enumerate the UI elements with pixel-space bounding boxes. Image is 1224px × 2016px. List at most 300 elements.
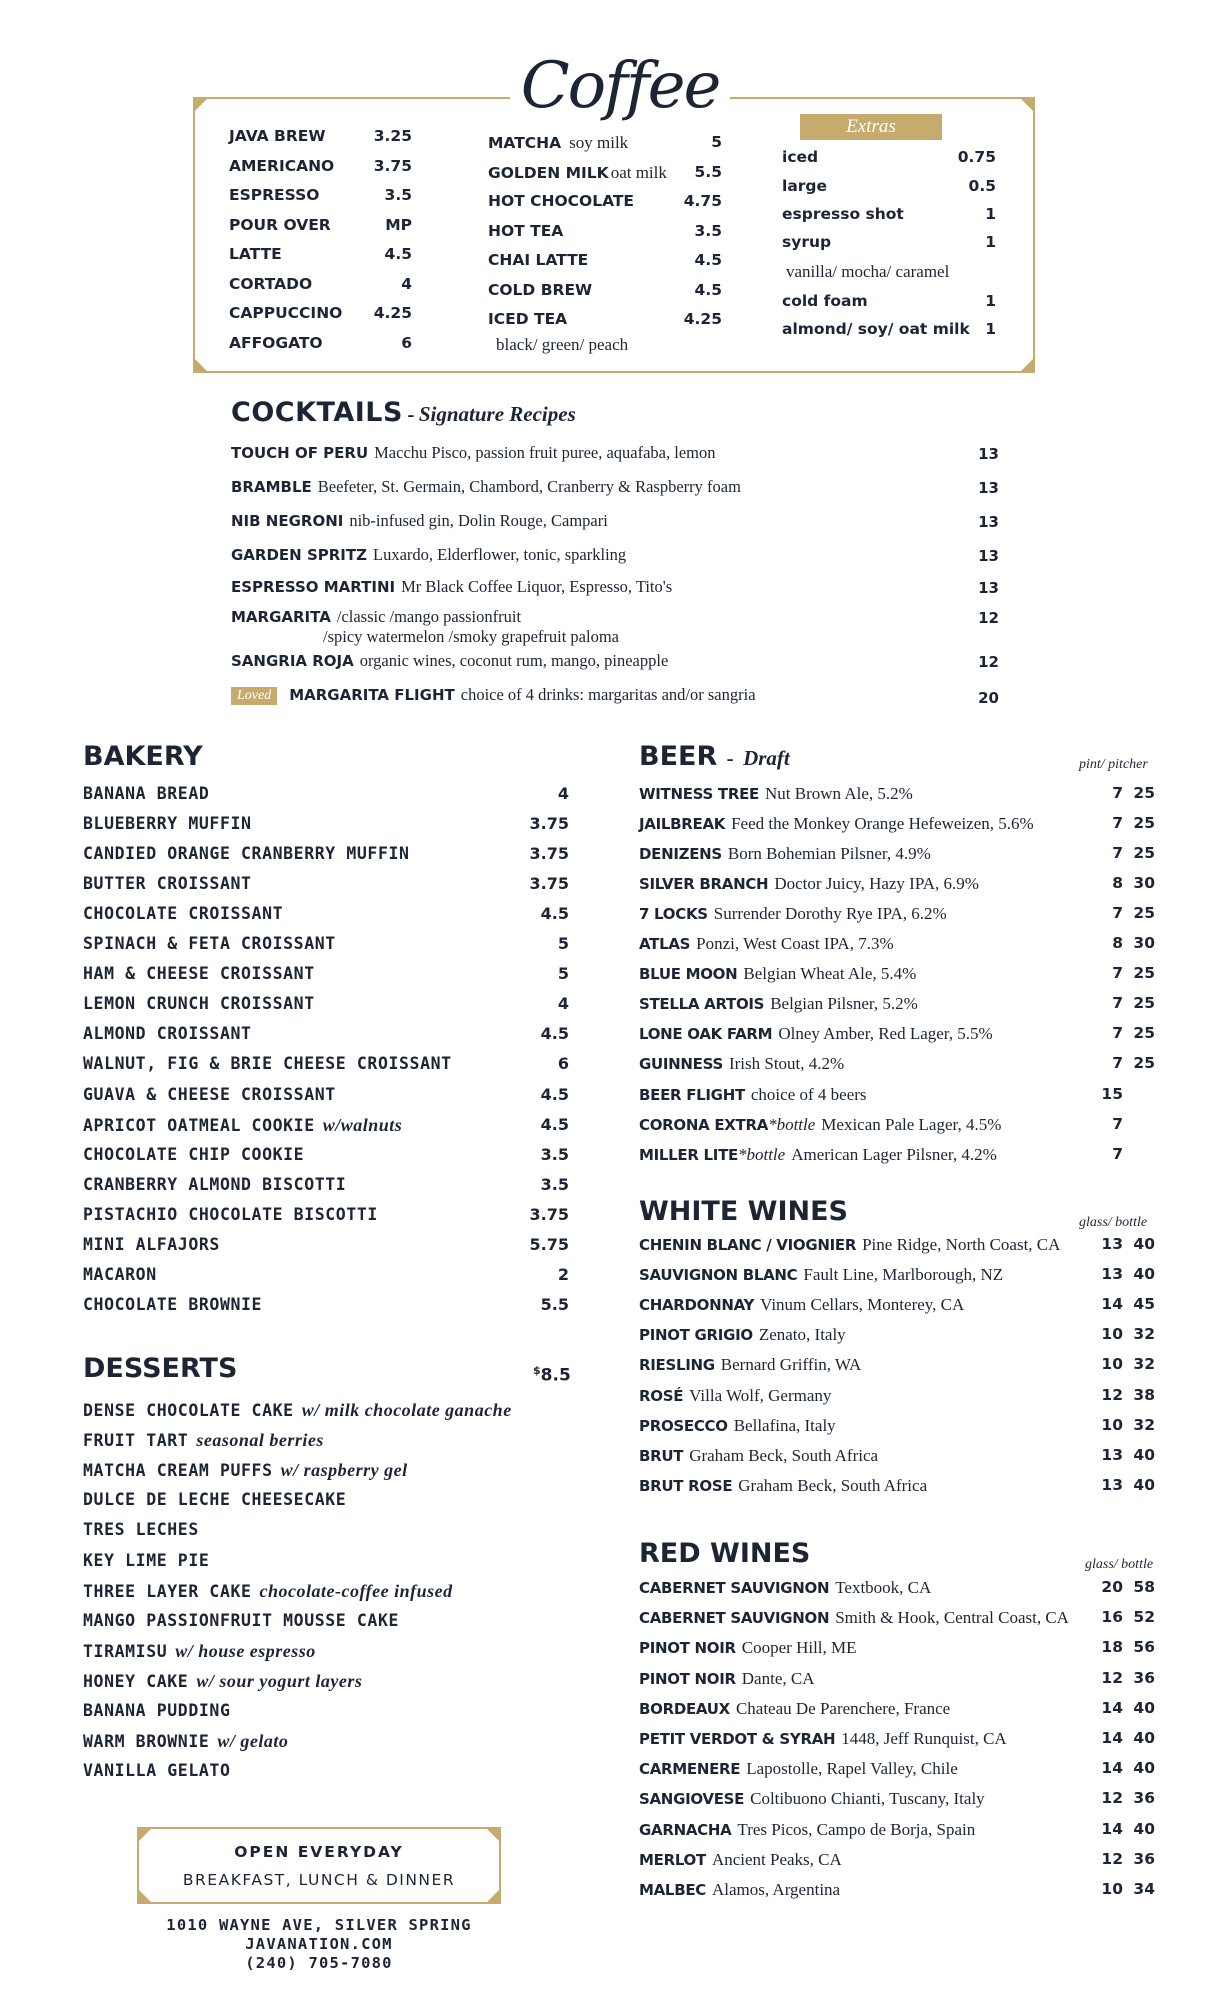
beer-item-description: Nut Brown Ale, 5.2% xyxy=(765,784,913,803)
corner-ornament xyxy=(137,1888,153,1904)
loved-badge: Loved xyxy=(231,687,277,705)
bakery-price: 6 xyxy=(557,1054,569,1074)
dessert-name: MANGO PASSIONFRUIT MOUSSE CAKE xyxy=(83,1610,400,1630)
dessert-note: w/ gelato xyxy=(217,1731,289,1752)
beer-item-name: SILVER BRANCH xyxy=(639,875,769,894)
cocktail-description-line2: /spicy watermelon /smoky grapefruit paloma xyxy=(323,627,620,646)
coffee-item xyxy=(229,157,412,181)
beer-item xyxy=(639,994,1155,1020)
beer-item-price-small: 8 xyxy=(1112,934,1123,953)
cocktail-item xyxy=(231,477,999,503)
bakery-price: 4 xyxy=(557,994,569,1014)
dessert-item xyxy=(83,1490,569,1516)
red-wine-item-description: Smith & Hook, Central Coast, CA xyxy=(835,1608,1069,1628)
bakery-name: CHOCOLATE BROWNIE xyxy=(83,1294,263,1314)
white-wine-item-name: SAUVIGNON BLANC xyxy=(639,1266,798,1285)
white-wine-item-name: ROSÉ xyxy=(639,1386,684,1405)
beer-item-name: GUINNESS xyxy=(639,1055,723,1074)
red-wine-item-price-large: 34 xyxy=(1133,1880,1155,1898)
red-wine-item-description: Cooper Hill, ME xyxy=(741,1638,857,1658)
dessert-name: FRUIT TART xyxy=(83,1431,189,1451)
beer-item-price-large: 25 xyxy=(1133,994,1155,1013)
corner-ornament xyxy=(1019,357,1035,373)
dessert-item xyxy=(83,1581,569,1607)
red-wine-item-price-small: 18 xyxy=(1101,1638,1123,1657)
beer-item xyxy=(639,844,1155,870)
beer-subtitle: Draft xyxy=(743,746,790,770)
beer-item xyxy=(639,874,1155,900)
extra-name: espresso shot xyxy=(782,205,904,223)
beer-item-description: Irish Stout, 4.2% xyxy=(728,1054,845,1074)
cocktail-name: BRAMBLE xyxy=(231,478,312,496)
red-wine-item-price-small: 10 xyxy=(1101,1880,1123,1898)
bakery-name: LEMON CRUNCH CROISSANT xyxy=(83,994,315,1014)
white-wine-item-price-large: 45 xyxy=(1133,1295,1155,1314)
white-wine-item-name: PINOT GRIGIO xyxy=(639,1326,753,1345)
cocktail-price: 12 xyxy=(978,609,999,627)
bakery-name: BANANA BREAD xyxy=(83,784,210,803)
bakery-price: 5 xyxy=(557,964,569,984)
bakery-name: ALMOND CROISSANT xyxy=(83,1024,252,1044)
item-price: 5 xyxy=(711,133,722,151)
white-wine-item-description: Vinum Cellars, Monterey, CA xyxy=(760,1295,965,1315)
corner-ornament xyxy=(193,357,209,373)
syrup-options: vanilla/ mocha/ caramel xyxy=(786,262,950,281)
beer-item-name: CORONA EXTRA xyxy=(639,1115,769,1134)
item-price: MP xyxy=(385,215,412,234)
bakery-item xyxy=(83,1024,569,1050)
bakery-price: 5 xyxy=(557,934,569,954)
dessert-note: chocolate-coffee infused xyxy=(259,1580,453,1601)
white-wine-item xyxy=(639,1295,1155,1321)
website-link[interactable]: JAVANATION.COM xyxy=(245,1935,393,1953)
item-price: 5.5 xyxy=(694,162,722,181)
red-wine-item-price-large: 40 xyxy=(1133,1819,1155,1838)
extra-item xyxy=(782,233,996,257)
extra-price: 1 xyxy=(985,292,996,310)
beer-item-package: *bottle xyxy=(737,1144,786,1164)
item-name: CHAI LATTE xyxy=(488,251,589,269)
cocktail-item xyxy=(231,443,999,469)
white-wine-item-description: Bernard Griffin, WA xyxy=(720,1355,862,1375)
red-wine-item-description: 1448, Jeff Runquist, CA xyxy=(841,1729,1007,1748)
beer-item-name: MILLER LITE xyxy=(639,1145,738,1164)
white-wine-item-description: Graham Beck, South Africa xyxy=(689,1445,879,1465)
beer-item xyxy=(639,1054,1155,1080)
red-wine-item-price-small: 12 xyxy=(1101,1668,1123,1687)
cocktail-price: 13 xyxy=(978,445,999,463)
coffee-item xyxy=(488,281,722,305)
bakery-price: 4.5 xyxy=(540,904,569,924)
corner-ornament xyxy=(137,1827,153,1843)
cocktail-price: 12 xyxy=(978,653,999,671)
red-wine-item-price-large: 58 xyxy=(1133,1578,1155,1596)
meals-text: BREAKFAST, LUNCH & DINNER xyxy=(182,1871,456,1889)
red-wine-item xyxy=(639,1880,1155,1906)
white-wine-item xyxy=(639,1265,1155,1291)
price-symbol: $ xyxy=(533,1364,541,1377)
cocktail-item xyxy=(231,685,999,711)
red-wine-item-price-large: 40 xyxy=(1133,1759,1155,1778)
red-wine-item-price-large: 56 xyxy=(1133,1638,1155,1657)
bakery-item xyxy=(83,934,569,960)
red-wine-item-name: GARNACHA xyxy=(639,1820,732,1839)
bakery-item xyxy=(83,994,569,1020)
dessert-name: THREE LAYER CAKE xyxy=(83,1581,252,1601)
white-wine-item xyxy=(639,1235,1155,1261)
white-wine-item-name: BRUT ROSE xyxy=(639,1476,733,1495)
dessert-name: BANANA PUDDING xyxy=(83,1701,231,1720)
white-wine-item xyxy=(639,1415,1155,1442)
corner-ornament xyxy=(485,1827,501,1843)
red-wine-item-name: CARMENERE xyxy=(639,1760,741,1779)
white-wine-item-name: PROSECCO xyxy=(639,1416,728,1435)
beer-item-price-large: 25 xyxy=(1133,844,1155,863)
bakery-name: PISTACHIO CHOCOLATE BISCOTTI xyxy=(83,1204,378,1224)
beer-item xyxy=(639,1145,1148,1171)
corner-ornament xyxy=(1019,97,1035,113)
dessert-item xyxy=(83,1731,569,1757)
dessert-item xyxy=(83,1551,569,1577)
bakery-price: 4.5 xyxy=(540,1084,569,1104)
coffee-item xyxy=(229,127,412,151)
bakery-item xyxy=(83,784,569,810)
beer-item-price-small: 7 xyxy=(1112,964,1123,983)
beer-item-description: Belgian Wheat Ale, 5.4% xyxy=(743,964,917,984)
cocktail-description: Macchu Pisco, passion fruit puree, aquafaba, lemon xyxy=(374,443,716,462)
beer-item-description: choice of 4 beers xyxy=(750,1084,867,1104)
white-wine-item-price-large: 40 xyxy=(1133,1445,1155,1464)
cocktail-name: GARDEN SPRITZ xyxy=(231,546,367,564)
beer-item-name: ATLAS xyxy=(639,935,691,954)
dessert-item xyxy=(83,1641,569,1667)
dessert-name: KEY LIME PIE xyxy=(83,1550,210,1570)
red-wine-item xyxy=(639,1759,1155,1785)
cocktail-description: /classic /mango passionfruit xyxy=(336,607,522,626)
bakery-price: 3.5 xyxy=(540,1174,569,1194)
beer-item-price-large: 25 xyxy=(1133,964,1155,983)
corner-ornament xyxy=(193,97,209,113)
dessert-item xyxy=(83,1400,569,1426)
red-wine-item-price-large: 40 xyxy=(1133,1698,1155,1717)
cocktail-name: ESPRESSO MARTINI xyxy=(231,578,396,596)
bakery-name: CHOCOLATE CHIP COOKIE xyxy=(83,1144,305,1164)
beer-title: BEER xyxy=(639,741,718,772)
bakery-item xyxy=(83,1205,569,1231)
item-name: LATTE xyxy=(229,245,282,263)
beer-item-price-small: 7 xyxy=(1112,904,1123,923)
beer-item-description: Feed the Monkey Orange Hefeweizen, 5.6% xyxy=(731,814,1034,834)
item-price: 6 xyxy=(401,333,412,352)
red-wine-item-name: MERLOT xyxy=(639,1850,706,1869)
beer-item-description: Mexican Pale Lager, 4.5% xyxy=(821,1114,1002,1134)
dessert-name: VANILLA GELATO xyxy=(83,1761,231,1781)
bakery-item xyxy=(83,1235,569,1261)
beer-item-price-small: 7 xyxy=(1112,844,1123,863)
extra-item xyxy=(782,292,996,316)
beer-item-price-small: 7 xyxy=(1112,994,1123,1013)
bakery-name: MINI ALFAJORS xyxy=(83,1234,220,1254)
address-text: 1010 WAYNE AVE, SILVER SPRING xyxy=(166,1916,472,1934)
beer-item xyxy=(639,1024,1155,1050)
beer-item-price-small: 15 xyxy=(1101,1084,1123,1103)
red-wine-item-price-small: 14 xyxy=(1101,1698,1123,1717)
corner-ornament xyxy=(485,1888,501,1904)
white-wine-item-price-large: 38 xyxy=(1133,1385,1155,1404)
bakery-title: BAKERY xyxy=(83,741,203,772)
bakery-price: 3.75 xyxy=(529,874,569,894)
coffee-item xyxy=(229,245,412,269)
item-name: HOT TEA xyxy=(488,221,564,240)
beer-item-description: American Lager Pilsner, 4.2% xyxy=(791,1144,997,1164)
beer-item-price-small: 7 xyxy=(1112,1144,1123,1163)
bakery-item xyxy=(83,1054,569,1080)
red-wine-item-price-small: 14 xyxy=(1101,1729,1123,1747)
item-name: GOLDEN MILK xyxy=(488,163,609,182)
bakery-note: w/walnuts xyxy=(322,1114,403,1135)
item-name: MATCHA xyxy=(488,134,562,152)
red-wine-item-name: CABERNET SAUVIGNON xyxy=(639,1579,830,1597)
bakery-name: CANDIED ORANGE CRANBERRY MUFFIN xyxy=(83,844,410,864)
white-wine-item-price-large: 32 xyxy=(1133,1355,1155,1374)
red-wine-item-description: Textbook, CA xyxy=(835,1578,932,1597)
cocktail-name: NIB NEGRONI xyxy=(231,512,344,530)
item-price: 3.5 xyxy=(384,186,412,204)
white-wine-item xyxy=(639,1385,1155,1412)
beer-item-price-small: 7 xyxy=(1112,1024,1123,1043)
extra-price: 0.75 xyxy=(957,148,996,166)
dessert-name: MATCHA CREAM PUFFS xyxy=(83,1461,273,1481)
dessert-note: seasonal berries xyxy=(196,1430,324,1451)
dessert-item xyxy=(83,1430,569,1456)
hours-box xyxy=(137,1827,501,1904)
cocktail-price: 20 xyxy=(978,689,999,707)
white-wine-item-description: Pine Ridge, North Coast, CA xyxy=(862,1235,1061,1254)
beer-item-name: DENIZENS xyxy=(639,845,722,864)
cocktail-item xyxy=(231,651,999,677)
white-wine-item-price-small: 13 xyxy=(1101,1475,1123,1494)
bakery-price: 4 xyxy=(557,784,569,803)
extra-name: iced xyxy=(782,148,819,166)
dessert-note: w/ sour yogurt layers xyxy=(196,1670,363,1691)
dessert-name: DULCE DE LECHE CHEESECAKE xyxy=(83,1490,347,1510)
coffee-title: Coffee xyxy=(520,49,720,123)
cocktail-item xyxy=(231,545,999,571)
beer-item-price-small: 7 xyxy=(1112,784,1123,802)
white-wine-item-price-small: 10 xyxy=(1101,1355,1123,1374)
red-wine-item-price-large: 40 xyxy=(1133,1729,1155,1747)
dessert-note: w/ house espresso xyxy=(175,1640,316,1661)
extra-item xyxy=(782,205,996,229)
white-wine-item-price-small: 10 xyxy=(1101,1415,1123,1434)
white-wine-item-name: CHARDONNAY xyxy=(639,1296,755,1315)
beer-item-name: STELLA ARTOIS xyxy=(639,995,765,1014)
bakery-name: SPINACH & FETA CROISSANT xyxy=(83,934,336,954)
red-wine-item xyxy=(639,1608,1155,1634)
coffee-item xyxy=(488,310,722,334)
bakery-item xyxy=(83,814,569,840)
red-wine-item-description: Tres Picos, Campo de Borja, Spain xyxy=(737,1819,976,1839)
bakery-price: 3.75 xyxy=(529,844,569,864)
beer-item-price-large: 25 xyxy=(1133,784,1155,802)
white-wine-item-price-large: 40 xyxy=(1133,1265,1155,1284)
white-wine-item-price-small: 10 xyxy=(1101,1325,1123,1344)
coffee-item xyxy=(488,192,722,216)
red-wine-item-description: Ancient Peaks, CA xyxy=(711,1849,842,1869)
red-wine-item-name: CABERNET SAUVIGNON xyxy=(639,1609,830,1628)
red-wines-title: RED WINES xyxy=(639,1538,811,1569)
coffee-item xyxy=(229,275,412,299)
white-wine-item-name: RIESLING xyxy=(639,1356,715,1375)
coffee-item xyxy=(229,186,412,210)
red-wine-item-description: Alamos, Argentina xyxy=(711,1880,841,1899)
bakery-item xyxy=(83,1265,569,1291)
coffee-item xyxy=(229,304,412,328)
bakery-price: 5.5 xyxy=(540,1294,569,1314)
white-wines-units: glass/ bottle xyxy=(1079,1215,1148,1230)
item-name: CORTADO xyxy=(229,274,313,293)
beer-item xyxy=(639,934,1155,960)
bakery-item xyxy=(83,1295,569,1321)
cocktail-item xyxy=(231,577,999,603)
dessert-item xyxy=(83,1611,569,1637)
red-wine-item-description: Coltibuono Chianti, Tuscany, Italy xyxy=(750,1789,985,1809)
coffee-title-wrap xyxy=(510,44,730,128)
red-wine-item-price-small: 12 xyxy=(1101,1849,1123,1868)
cocktail-description: organic wines, coconut rum, mango, pineapple xyxy=(359,651,669,670)
red-wines-units: glass/ bottle xyxy=(1085,1557,1154,1572)
cocktail-price: 13 xyxy=(978,579,999,597)
bakery-item xyxy=(83,844,569,870)
white-wine-item-price-large: 32 xyxy=(1133,1415,1155,1434)
white-wine-item xyxy=(639,1325,1155,1351)
red-wine-item-price-small: 16 xyxy=(1101,1608,1123,1627)
red-wine-item xyxy=(639,1819,1155,1846)
beer-item xyxy=(639,1115,1148,1141)
extra-price: 0.5 xyxy=(968,177,996,195)
item-name: JAVA BREW xyxy=(229,127,326,145)
white-wine-item-name: CHENIN BLANC / VIOGNIER xyxy=(639,1236,857,1254)
bakery-price: 3.75 xyxy=(529,1204,569,1224)
cocktails-title: COCKTAILS xyxy=(231,397,403,428)
item-name: POUR OVER xyxy=(229,215,331,234)
bakery-name: APRICOT OATMEAL COOKIE xyxy=(83,1115,315,1135)
red-wine-item-price-small: 14 xyxy=(1101,1819,1123,1838)
extras-badge: Extras xyxy=(800,114,942,140)
extra-name: syrup xyxy=(782,233,832,251)
red-wine-item xyxy=(639,1789,1155,1815)
item-name: AFFOGATO xyxy=(229,333,323,352)
bakery-item xyxy=(83,1145,569,1171)
coffee-item xyxy=(488,163,722,187)
dessert-item xyxy=(83,1520,569,1546)
red-wine-item-price-large: 36 xyxy=(1133,1849,1155,1868)
item-price: 4.25 xyxy=(683,310,722,328)
beer-item-description: Belgian Pilsner, 5.2% xyxy=(770,994,918,1014)
beer-item-description: Surrender Dorothy Rye IPA, 6.2% xyxy=(713,904,947,924)
bakery-price: 3.5 xyxy=(540,1144,569,1164)
white-wine-item-description: Bellafina, Italy xyxy=(733,1415,836,1435)
white-wine-item-price-small: 13 xyxy=(1101,1265,1123,1284)
cocktail-name: SANGRIA ROJA xyxy=(231,652,354,670)
red-wine-item-price-large: 52 xyxy=(1133,1608,1155,1627)
beer-item xyxy=(639,784,1155,810)
dessert-name: TRES LECHES xyxy=(83,1520,199,1540)
white-wine-item xyxy=(639,1475,1155,1502)
item-description: soy milk xyxy=(569,133,629,152)
beer-item-price-large: 30 xyxy=(1133,934,1155,953)
dessert-item xyxy=(83,1460,569,1486)
cocktail-price: 13 xyxy=(978,547,999,565)
cocktail-name: TOUCH OF PERU xyxy=(231,444,369,462)
extra-name: large xyxy=(782,177,828,195)
white-wines-title: WHITE WINES xyxy=(639,1196,848,1227)
beer-item-price-large: 25 xyxy=(1133,1054,1155,1073)
item-price: 3.5 xyxy=(694,221,722,240)
white-wine-item-price-small: 13 xyxy=(1101,1445,1123,1464)
item-name: COLD BREW xyxy=(488,280,593,299)
bakery-item xyxy=(83,904,569,930)
beer-item xyxy=(639,814,1155,840)
dessert-note: w/ milk chocolate ganache xyxy=(301,1400,512,1420)
beer-item-description: Doctor Juicy, Hazy IPA, 6.9% xyxy=(774,874,979,894)
beer-item-description: Olney Amber, Red Lager, 5.5% xyxy=(778,1024,993,1044)
cocktails-dash: - xyxy=(407,402,415,426)
desserts-title: DESSERTS xyxy=(83,1353,238,1384)
extra-price: 1 xyxy=(985,320,996,338)
cocktail-description: Mr Black Coffee Liquor, Espresso, Tito's xyxy=(401,577,673,596)
cocktail-item xyxy=(231,607,999,646)
item-description: oat milk xyxy=(610,162,667,182)
bakery-price: 3.75 xyxy=(529,814,569,834)
item-price: 4.5 xyxy=(694,251,722,269)
item-name: ESPRESSO xyxy=(229,186,320,204)
red-wine-item-name: MALBEC xyxy=(639,1881,706,1899)
coffee-item xyxy=(229,334,412,358)
beer-item-price-small: 7 xyxy=(1112,1054,1123,1073)
bakery-name: WALNUT, FIG & BRIE CHEESE CROISSANT xyxy=(83,1054,452,1074)
item-price: 4 xyxy=(401,274,412,293)
cocktail-description: choice of 4 drinks: margaritas and/or sangria xyxy=(460,685,756,704)
bakery-item xyxy=(83,1175,569,1201)
beer-item-description: Ponzi, West Coast IPA, 7.3% xyxy=(696,934,894,954)
beer-item-name: 7 LOCKS xyxy=(639,905,708,924)
white-wine-item-name: BRUT xyxy=(639,1446,684,1465)
bakery-name: MACARON xyxy=(83,1264,157,1284)
bakery-price: 5.75 xyxy=(529,1234,569,1254)
white-wine-item-price-large: 40 xyxy=(1133,1475,1155,1494)
white-wine-item-description: Zenato, Italy xyxy=(758,1325,846,1345)
cocktail-name: MARGARITA xyxy=(231,608,331,626)
red-wine-item xyxy=(639,1698,1155,1725)
beer-item-name: BEER FLIGHT xyxy=(639,1085,745,1104)
cocktails-subtitle: Signature Recipes xyxy=(418,402,576,426)
bakery-name: CHOCOLATE CROISSANT xyxy=(83,904,284,924)
beer-item-price-large: 25 xyxy=(1133,1024,1155,1043)
beer-item-description: Born Bohemian Pilsner, 4.9% xyxy=(727,844,931,864)
dessert-note: w/ raspberry gel xyxy=(280,1460,408,1481)
extra-price: 1 xyxy=(985,205,996,223)
iced-tea-options: black/ green/ peach xyxy=(496,335,629,354)
beer-item-price-large: 30 xyxy=(1133,874,1155,893)
beer-item-price-large: 25 xyxy=(1133,814,1155,833)
item-name: ICED TEA xyxy=(488,310,568,328)
dessert-name: DENSE CHOCOLATE CAKE xyxy=(83,1401,294,1420)
white-wine-item-price-small: 14 xyxy=(1101,1295,1123,1314)
dessert-name: WARM BROWNIE xyxy=(83,1732,210,1752)
item-price: 4.5 xyxy=(694,280,722,299)
dessert-name: HONEY CAKE xyxy=(83,1671,189,1691)
